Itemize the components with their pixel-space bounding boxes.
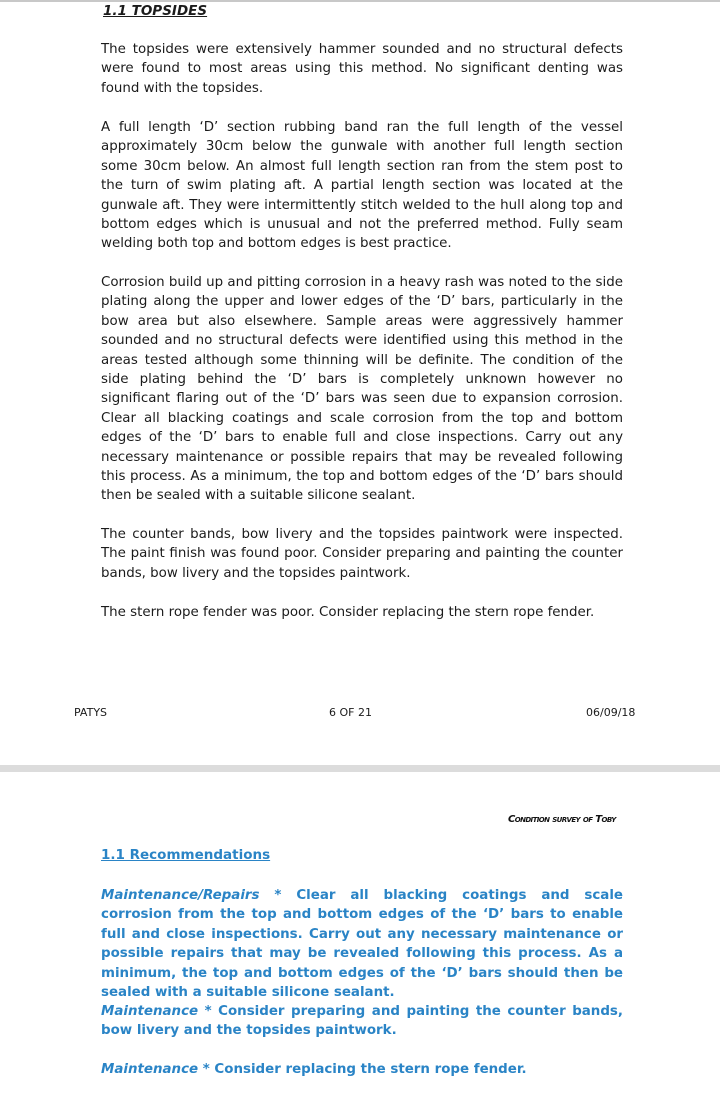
paragraph-corrosion: Corrosion build up and pitting corrosion in a heavy rash was noted to the side plating along the upper and lower edges of the ‘D’ bars, particularly in the bow area but also elsewhere. Sample areas were aggressively hammer sounded and no structural defects were identified using this method in the areas tested although some thinning will be definite. The condition of the side plating behind the ‘D’ bars is completely unknown however no significant flaring out of the ‘D’ bars was seen due to expansion corrosion. Clear all blacking coatings and scale corrosion from the top and bottom edges of the ‘D’ bars to enable full and close inspections. Carry out any necessary maintenance or possible repairs that may be revealed following this process. As a minimum, the top and bottom edges of the ‘D’ bars should then be sealed with a suitable silicone sealant.: [101, 275, 623, 504]
paragraph-rubbing-band: A full length ‘D’ section rubbing band ran the full length of the vessel approximately 30cm below the gunwale with another full length section some 30cm below. An almost full length section ran from the stem post to the turn of swim plating aft. A partial length section was located at the gunwale aft. They were intermittently stitch welded to the hull along top and bottom edges which is unusual and not the preferred method. Fully seam welding both top and bottom edges is best practice.: [101, 120, 623, 252]
recommendations-heading: 1.1 Recommendations: [101, 847, 271, 863]
page-top-edge: [0, 0, 720, 2]
page-separator: [0, 765, 720, 772]
footer-author: PATYS: [74, 706, 108, 719]
paragraph-paintwork: The counter bands, bow livery and the topsides paintwork were inspected. The paint finish was found poor. Consider preparing and painting the counter bands, bow livery and the topsides paintwork.: [101, 527, 623, 581]
paragraph-rope-fender: The stern rope fender was poor. Consider replacing the stern rope fender.: [101, 605, 595, 620]
recommendation-item: [101, 1060, 623, 1079]
footer-page-number: 6 OF 21: [329, 706, 372, 719]
recommendation-text: * Consider preparing and painting the counter bands, bow livery and the topsides paintwork.: [101, 1004, 623, 1039]
recommendation-text: * Clear all blacking coatings and scale corrosion from the top and bottom edges of the ‘D’ bars to enable full and close inspections. Carry out any necessary maintenance or possible repairs that may be revealed following this process. As a minimum, the top and bottom edges of the ‘D’ bars should then be sealed with a suitable silicone sealant.: [101, 888, 623, 1001]
recommendation-category: Maintenance/Repairs: [101, 888, 260, 903]
running-header-title: Condition survey of Toby: [508, 814, 616, 825]
document-page-7: [0, 772, 720, 1102]
recommendation-item: [101, 886, 623, 1002]
footer-date: 06/09/18: [586, 706, 636, 719]
recommendation-category: Maintenance: [101, 1062, 199, 1077]
recommendation-category: Maintenance: [101, 1004, 199, 1019]
section-heading-topsides: 1.1 TOPSIDES: [103, 3, 208, 19]
recommendation-item: [101, 1002, 623, 1041]
recommendation-text: * Consider replacing the stern rope fender.: [198, 1062, 527, 1077]
paragraph-hammer-sounding: The topsides were extensively hammer sounded and no structural defects were found to most areas using this method. No significant denting was found with the topsides.: [101, 42, 623, 96]
